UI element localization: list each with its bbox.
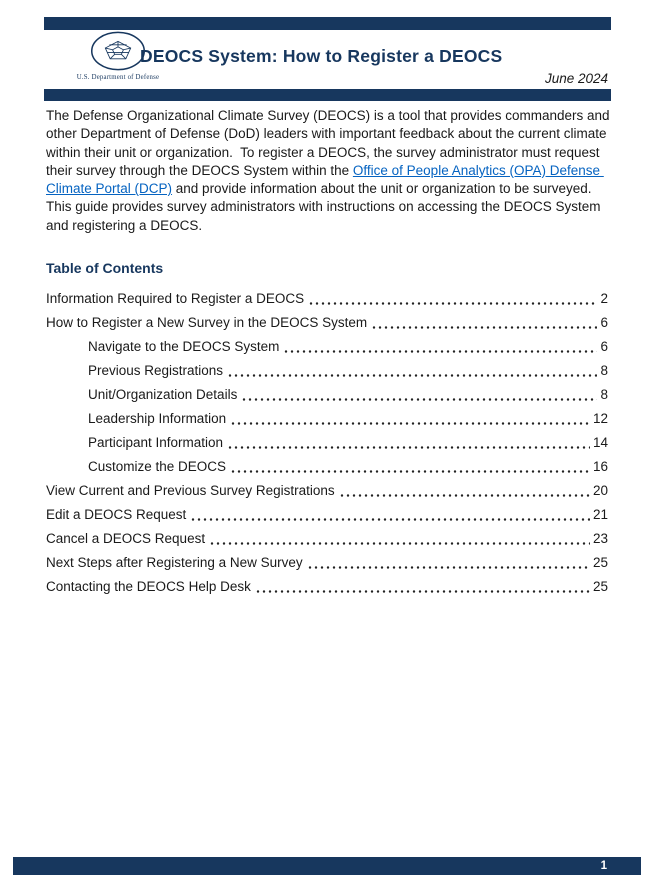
toc-entry-page-number: 25 [592,579,608,594]
toc-entry-page-number: 16 [592,459,608,474]
intro-text-after: and provide information about the unit or organization to be surveyed. This guide provides survey administrators with instructions on accessing the DEOCS System and registering a DEOCS. [46,181,605,233]
toc-entry[interactable] [46,380,608,404]
toc-dot-leader [283,338,597,356]
footer-rule [13,857,641,875]
pentagon-seal-icon [89,30,147,72]
toc-entry[interactable] [46,572,608,596]
toc-entry-page-number: 21 [592,507,608,522]
logo-caption: U.S. Department of Defense [76,74,160,81]
toc-entry-label: Contacting the DEOCS Help Desk [46,579,251,594]
toc-dot-leader [371,314,597,332]
toc-dot-leader [227,434,590,452]
toc-dot-leader [308,290,597,308]
toc-entry-page-number: 23 [592,531,608,546]
toc-dot-leader [307,554,590,572]
toc-entry-label: Edit a DEOCS Request [46,507,187,522]
toc-entry[interactable] [46,332,608,356]
toc-dot-leader [230,410,590,428]
toc-entry[interactable] [46,428,608,452]
toc-entry[interactable] [46,284,608,308]
toc-dot-leader [227,362,597,380]
document-title: DEOCS System: How to Register a DEOCS [140,46,503,66]
toc-dot-leader [209,530,590,548]
toc-entry-label: Previous Registrations [88,363,224,378]
toc-entry-page-number: 8 [600,387,608,402]
toc-entry[interactable] [46,500,608,524]
toc-entry-label: Participant Information [88,435,224,450]
toc-entry-label: Navigate to the DEOCS System [88,339,280,354]
header-top-rule [44,17,611,30]
toc-entry-page-number: 14 [592,435,608,450]
toc-entry[interactable] [46,452,608,476]
header-bottom-rule [44,89,611,101]
toc-entry-label: Information Required to Register a DEOCS [46,291,305,306]
toc-entry-page-number: 2 [600,291,608,306]
toc-dot-leader [255,578,590,596]
toc-list [46,284,608,596]
toc-entry-label: Customize the DEOCS [88,459,227,474]
toc-entry-label: Leadership Information [88,411,227,426]
toc-dot-leader [190,506,590,524]
toc-entry[interactable] [46,524,608,548]
toc-dot-leader [241,386,597,404]
toc-entry-page-number: 20 [592,483,608,498]
toc-entry-page-number: 25 [592,555,608,570]
document-date: June 2024 [544,71,608,86]
toc-entry-label: View Current and Previous Survey Registrations [46,483,335,498]
toc-entry-page-number: 6 [600,315,608,330]
toc-entry[interactable] [46,404,608,428]
toc-entry-label: Unit/Organization Details [88,387,238,402]
toc-dot-leader [339,482,590,500]
toc-entry[interactable] [46,308,608,332]
toc-heading: Table of Contents [46,260,164,276]
toc-entry[interactable] [46,548,608,572]
intro-text-before: The Defense Organizational Climate Survey (DEOCS) is a tool that provides commanders and other Department of Defense (DoD) leaders with important feedback about the current climate within their unit or organization. To register a DEOCS, the survey administrator must request their survey through the DEOCS System within the [46,108,614,178]
intro-paragraph [46,107,612,235]
toc-entry-label: Next Steps after Registering a New Survey [46,555,303,570]
toc-entry-page-number: 12 [592,411,608,426]
toc-entry-page-number: 6 [600,339,608,354]
dcp-portal-link[interactable]: Office of People Analytics (OPA) Defense Climate Portal (DCP) [46,162,604,197]
toc-dot-leader [230,458,590,476]
page-number: 1 [600,860,607,872]
toc-entry-label: Cancel a DEOCS Request [46,531,206,546]
toc-entry[interactable] [46,356,608,380]
toc-entry-page-number: 8 [600,363,608,378]
toc-entry-label: How to Register a New Survey in the DEOCS System [46,315,368,330]
toc-entry[interactable] [46,476,608,500]
